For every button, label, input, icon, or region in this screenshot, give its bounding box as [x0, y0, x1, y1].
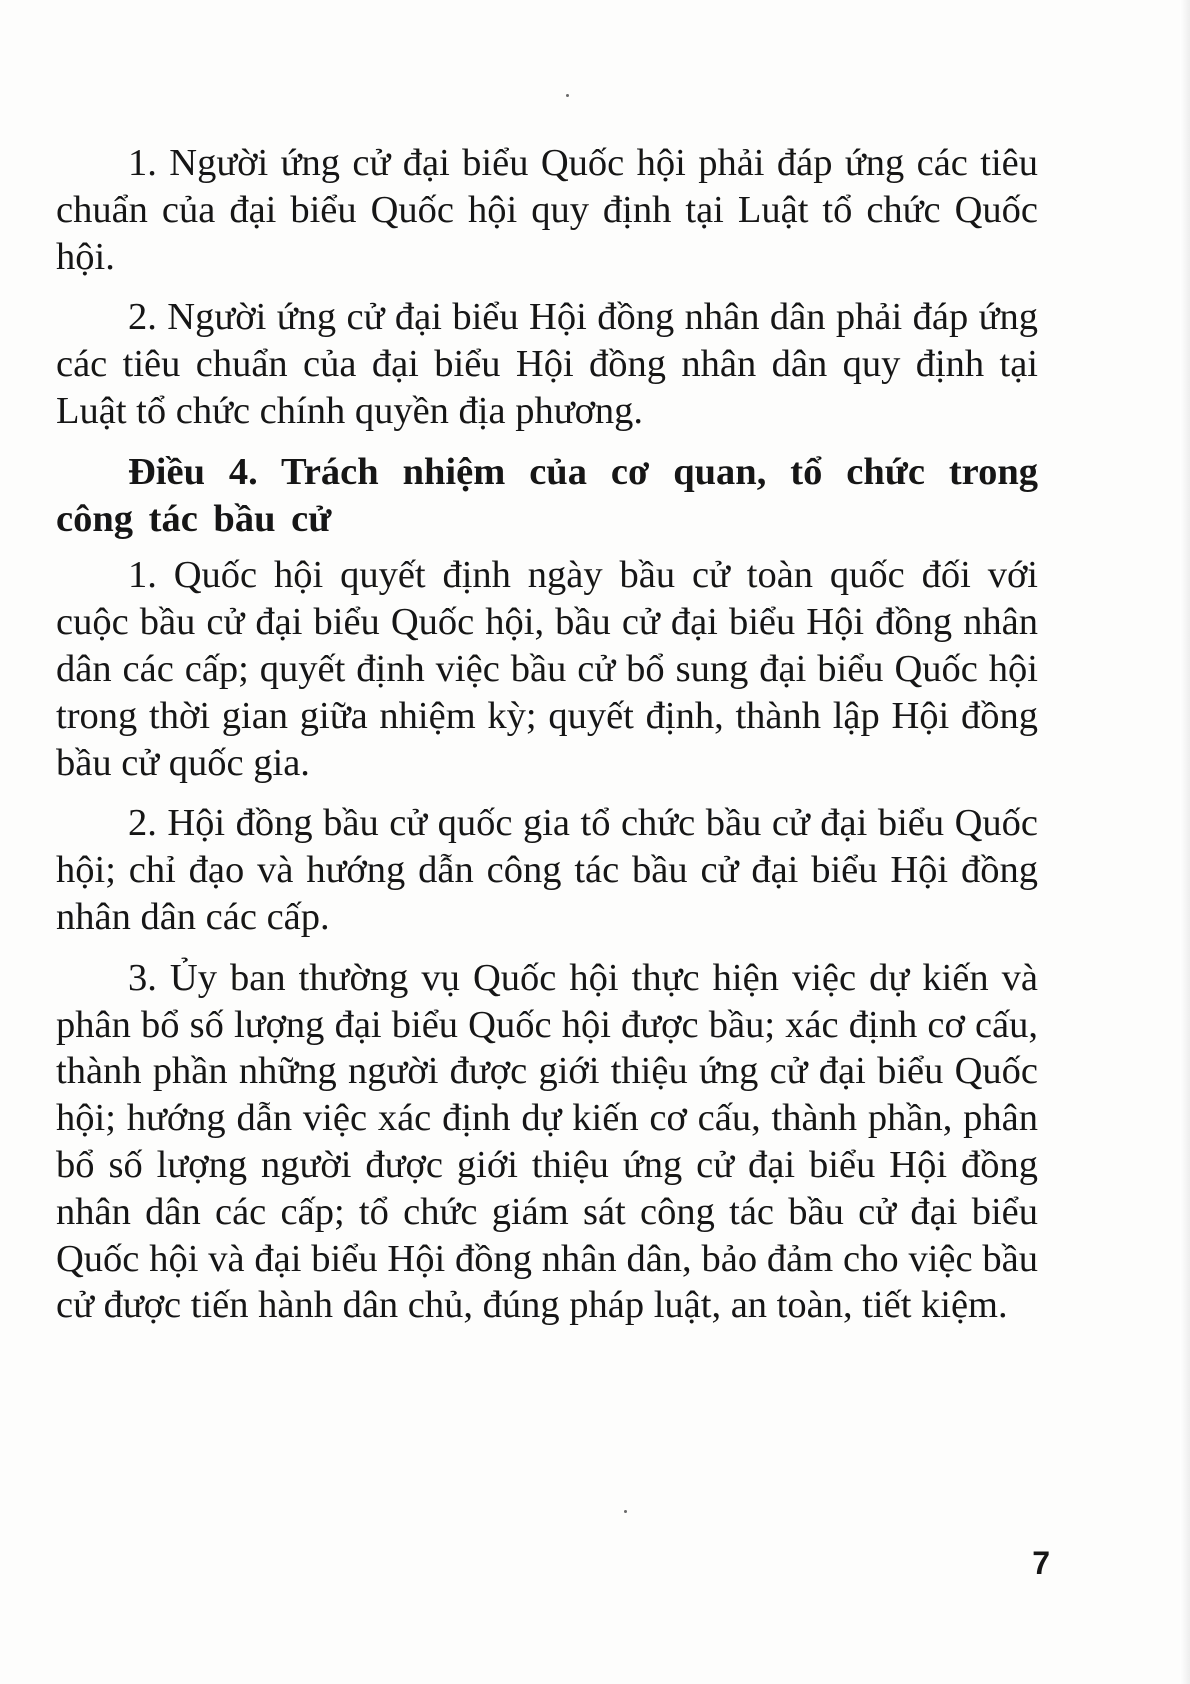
- paragraph-article-4-clause-2: 2. Hội đồng bầu cử quốc gia tổ chức bầu cử đại biểu Quốc hội; chỉ đạo và hướng dẫn công tác bầu cử đại biểu Hội đồng nhân dân các cấp.: [56, 802, 1038, 938]
- scan-edge: [1180, 0, 1190, 1684]
- page-number: 7: [1032, 1545, 1050, 1581]
- body-text: [56, 140, 1038, 1343]
- scan-speck: [566, 94, 569, 97]
- paragraph-article-4-clause-1: 1. Quốc hội quyết định ngày bầu cử toàn quốc đối với cuộc bầu cử đại biểu Quốc hội, bầu cử đại biểu Hội đồng nhân dân các cấp; quyết định việc bầu cử bổ sung đại biểu Quốc hội trong thời gian giữa nhiệm kỳ; quyết định, thành lập Hội đồng bầu cử quốc gia.: [56, 554, 1038, 784]
- paragraph-clause-2: 2. Người ứng cử đại biểu Hội đồng nhân dân phải đáp ứng các tiêu chuẩn của đại biểu Hội đồng nhân dân quy định tại Luật tổ chức chính quyền địa phương.: [56, 296, 1038, 432]
- paragraph-article-4-clause-3: 3. Ủy ban thường vụ Quốc hội thực hiện việc dự kiến và phân bổ số lượng đại biểu Quốc hội được bầu; xác định cơ cấu, thành phần những người được giới thiệu ứng cử đại biểu Quốc hội; hướng dẫn việc xác định dự kiến cơ cấu, thành phần, phân bổ số lượng người được giới thiệu ứng cử đại biểu Hội đồng nhân dân các cấp; tổ chức giám sát công tác bầu cử đại biểu Quốc hội và đại biểu Hội đồng nhân dân, bảo đảm cho việc bầu cử được tiến hành dân chủ, đúng pháp luật, an toàn, tiết kiệm.: [56, 956, 1038, 1327]
- article-heading: Điều 4. Trách nhiệm của cơ quan, tổ chức trong công tác bầu cử: [56, 450, 1038, 540]
- paragraph-clause-1: 1. Người ứng cử đại biểu Quốc hội phải đáp ứng các tiêu chuẩn của đại biểu Quốc hội quy định tại Luật tổ chức Quốc hội.: [56, 142, 1038, 278]
- scan-speck: [624, 1510, 627, 1513]
